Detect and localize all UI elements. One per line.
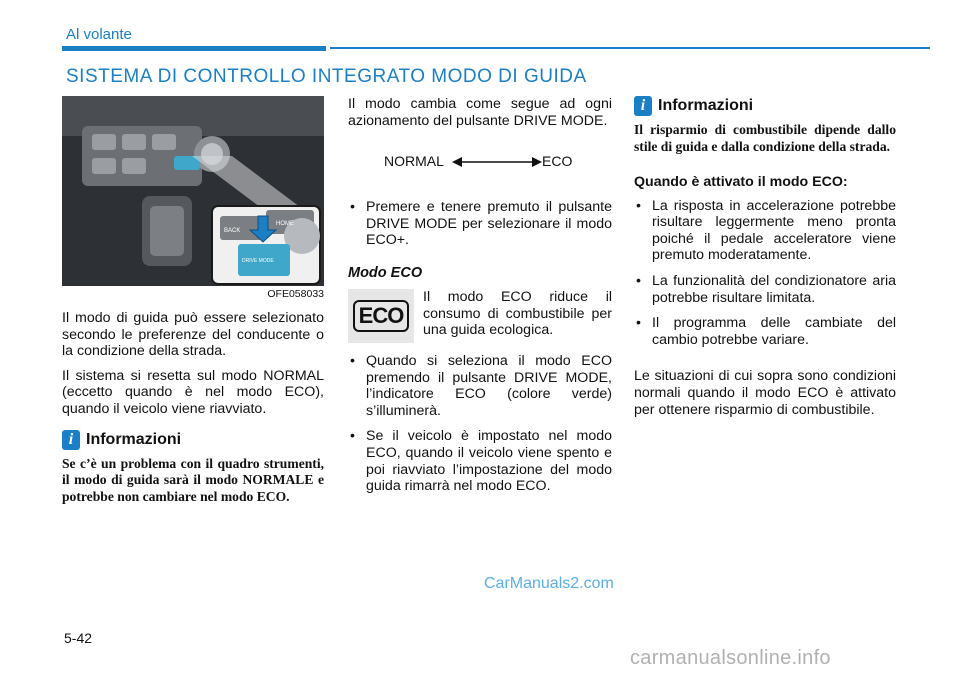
eco-indicator-box xyxy=(348,289,414,343)
info-header xyxy=(62,430,324,450)
list-item: • Il programma delle cambiate del cambio potrebbe variare. xyxy=(634,315,896,348)
list-item: • Se il veicolo è impostato nel modo ECO, quando il veicolo viene spento e poi riavviato l’impostazione del modo guida rimarrà nel modo ECO. xyxy=(348,428,612,494)
closing-paragraph: Le situazioni di cui sopra sono condizioni normali quando il modo ECO è attivato per ottenere risparmio di combustibile. xyxy=(634,368,896,418)
header-rule-thick xyxy=(62,46,326,51)
info-text: Il risparmio di combustibile dipende dallo stile di guida e dalla condizione della strada. xyxy=(634,122,896,154)
info-header xyxy=(634,96,896,116)
intro-paragraph: Il modo di guida può essere selezionato secondo le preferenze del conducente o la condizione della strada. xyxy=(62,310,324,360)
header-rule-thin xyxy=(330,47,930,49)
info-title: Informazioni xyxy=(86,430,182,448)
photo-code: OFE058033 xyxy=(267,288,324,300)
page-title: SISTEMA DI CONTROLLO INTEGRATO MODO DI GUIDA xyxy=(66,66,587,87)
column-right xyxy=(634,96,896,426)
reset-paragraph: Il sistema si resetta sul modo NORMAL (eccetto quando è nel modo ECO), quando il veicolo viene riavviato. xyxy=(62,367,324,417)
eco-description: Il modo ECO riduce il consumo di combustibile per una guida ecologica. xyxy=(423,288,612,339)
footer-site: carmanualsonline.info xyxy=(630,647,831,669)
console-photo xyxy=(62,96,324,286)
eco-description-row xyxy=(348,289,612,343)
list-item: • Premere e tenere premuto il pulsante DRIVE MODE per selezionare il modo ECO+. xyxy=(348,199,612,249)
list-item: • La risposta in accelerazione potrebbe risultare leggermente meno pronta poiché il pedale acceleratore viene premuto moderatamente. xyxy=(634,198,896,264)
eco-effects-list xyxy=(634,198,896,349)
photo-label-drive-mode: DRIVE MODE xyxy=(242,258,274,264)
info-icon: i xyxy=(62,430,80,450)
mode-normal-label: NORMAL xyxy=(384,153,444,170)
eco-icon: ECO xyxy=(353,300,410,332)
column-left xyxy=(62,96,324,506)
eco-subhead: Modo ECO xyxy=(348,264,423,281)
bullets-top xyxy=(348,199,612,249)
page-number: 5-42 xyxy=(64,630,93,646)
photo-label-back: BACK xyxy=(224,228,241,234)
console-illustration xyxy=(62,96,324,286)
photo-label-home: HOME xyxy=(276,221,294,227)
info-icon: i xyxy=(634,96,652,116)
eco-active-subhead: Quando è attivato il modo ECO: xyxy=(634,173,848,190)
mode-eco-label: ECO xyxy=(542,153,573,170)
list-item: • Quando si seleziona il modo ECO premendo il pulsante DRIVE MODE, l’indicatore ECO (colore verde) s’illuminerà. xyxy=(348,353,612,419)
column-middle xyxy=(348,96,612,504)
list-item: • La funzionalità del condizionatore aria potrebbe risultare limitata. xyxy=(634,273,896,306)
watermark: CarManuals2.com xyxy=(484,575,614,592)
mode-change-paragraph: Il modo cambia come segue ad ogni azionamento del pulsante DRIVE MODE. xyxy=(348,96,612,129)
bullets-bottom xyxy=(348,353,612,495)
double-arrow-icon xyxy=(452,152,542,172)
info-text: Se c’è un problema con il quadro strumenti, il modo di guida sarà il modo NORMALE e potrebbe non cambiare nel modo ECO. xyxy=(62,455,324,505)
info-title: Informazioni xyxy=(658,97,754,114)
mode-cycle-diagram xyxy=(348,139,612,199)
section-label: Al volante xyxy=(66,26,132,43)
